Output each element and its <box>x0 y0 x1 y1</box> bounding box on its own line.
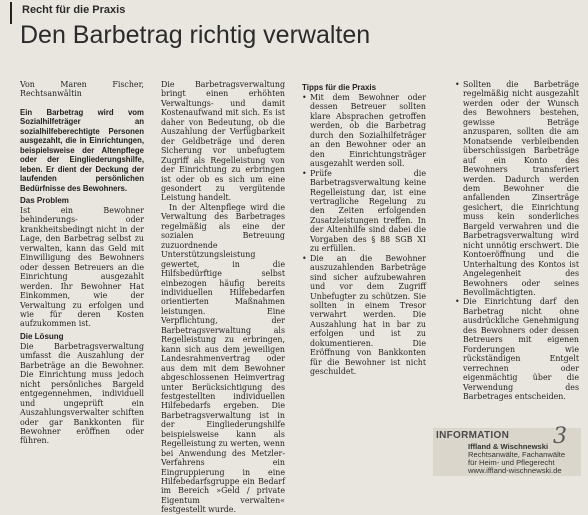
law-firm-speciality: für Heim- und Pflegerecht <box>468 458 555 467</box>
tips-list-continued <box>455 80 579 401</box>
tip-item: • Sollten die Barbeträge regelmäßig nicht ausgezahlt werden oder der Wunsch des Bewohners bestehen, gewisse Beträge anzusparen, sollten die am Monatsende verbleibenden überschüssigen Barbeträge auf ein Konto des Bewohners transferiert werden. Dadurch werden dem Bewohner die anfallenden Zinserträge gesichert, die Einrichtung muss kein sonderliches Bargeld verwahren und die Barbetragsverwaltung wird nicht unnötig erschwert. Die Kontoeröffnung und die Unterhaltung des Kontos ist Angelegenheit des Bewohners oder seines Bevollmächtigten. <box>463 80 579 297</box>
problem-text: Ist ein Bewohner behinderungs- oder krankheitsbedingt nicht in der Lage, den Barbetrag selbst zu verwalten, kann das Geld mit Einwilligung des Bewohners oder dessen Betreuers an die Einrichtung ausgezahlt werden. Ihr Bewohner Hat Einkommen, wie der Verwaltung zu erfolgen und wie für deren Kosten aufzukommen ist. <box>20 205 144 329</box>
page-number-badge: 3 <box>553 424 567 449</box>
tips-list <box>302 93 426 377</box>
solution-text: Die Barbetragsverwaltung umfasst die Auszahlung der Barbeträge an die Bewohner. Die Einrichtung muss jedoch nicht persönliches Bargeld entgegennehmen, individuell und ungeprüft ein Auszahlungsverwalter schiften oder gar Bankkonten für Bewohner eröffnen oder führen. <box>20 341 144 446</box>
tip-item: • Die Einrichtung darf den Barbetrag nicht ohne ausdrückliche Genehmigung des Bewohners oder dessen Betreuers mit eigenen Forderungen wie rückständigen Entgelt verrechnen oder eigenmächtig über die Verwendung des Barbetrages entscheiden. <box>463 297 579 401</box>
tips-heading: Tipps für die Praxis <box>302 83 377 92</box>
solution-heading: Die Lösung <box>20 331 64 341</box>
article-headline: Den Barbetrag richtig verwalten <box>20 21 371 49</box>
law-firm-description: Rechtsanwälte, Fachanwälte <box>468 450 566 459</box>
article-column-1 <box>20 80 144 472</box>
information-title: INFORMATION <box>436 430 510 441</box>
article-column-3 <box>302 80 426 377</box>
article-column-4 <box>455 80 579 472</box>
problem-heading: Das Problem <box>20 195 69 205</box>
tip-item: • Prüfe die Barbetragsverwaltung keine Regelleistung dar, ist eine vertragliche Regelung zu den Zeiten erfolgenden Zusatzleistungen treffen. In der Altenhilfe sind dabei die Vorgaben des § 88 SGB XI zu erfüllen. <box>310 169 426 254</box>
tip-item: • Die an die Bewohner auszuzahlenden Barbeträge sind sicher aufzubewahren und vor dem Zugriff Unbefugter zu schützen. Sie sollten in einem Tresor verwahrt werden. Die Auszahlung hat in bar zu erfolgen und ist zu dokumentieren. Die Eröffnung von Bankkonten für die Bewohner ist nicht geschuldet. <box>310 254 426 377</box>
tip-item: • Mit dem Bewohner oder dessen Betreuer sollten klare Absprachen getroffen werden, ob die Barbetrag durch den Sozialhilfeträger an den Bewohner oder an den Einrichtungsträger ausgezahlt werden soll. <box>310 93 426 169</box>
article-column-2 <box>161 80 285 515</box>
rubric-marker <box>10 2 12 24</box>
column-2-paragraph-2: In der Altenpflege wird die Verwaltung des Barbetrages regelmäßig als eine der sozialen Betreuung zuzuordnende Unterstützungsleistung gewertet, in die Hilfsbedürftige selbst einbezogen häufig bereits individuellen Hilfebedarfen orientierten Maßnahmen leistungen. Eine Verpflichtung, der Barbetragsverwaltung als Regelleistung zu erbringen, kann sich aus dem jeweiligen Landesrahmenvertrag oder aus dem mit dem Bewohner abgeschlossenen Heimvertrag unter Berücksichtigung des festgestellten individuellen Hilfebedarfs ergeben. Die Barbetragsverwaltung ist in der Eingliederungshilfe beispielsweise kann als Regelleistung zu werten, wenn bei Anwendung des Metzler-Verfahrens ein Eingruppierung in eine Hilfebedarfsgruppe ein Bedarf im Bereich »Geld / private Eigentum verwalten« festgestellt wurde. <box>161 202 285 515</box>
section-rubric: Recht für die Praxis <box>22 4 126 16</box>
column-2-paragraph-1: Die Barbetragsverwaltung bringt einen erhöhten Verwaltungs- und damit Kostenaufwand mit sich. Es ist daher von Bedeutung, ob die Auszahlung der Verfügbarkeit der Geldbeträge und deren Sicherung vor unbefugtem Zugriff als Regelleistung von der Einrichtung zu erbringen ist oder ob es sich um eine gesondert zu vergütende Leistung handelt. <box>161 80 285 203</box>
law-firm-website[interactable]: www.iffland-wischnewski.de <box>468 466 562 475</box>
author-byline: Von Maren Fischer, Rechtsanwältin <box>20 80 144 99</box>
article-lead: Ein Barbetrag wird vom Sozialhilfeträger an sozialhilfeberechtigte Personen ausgezahlt, die in Einrichtungen, beispielsweise der Altenpflege oder der Eingliederungshilfe, leben. Er dient der Deckung der laufenden persönlichen Bedürfnisse des Bewohners. <box>20 107 144 193</box>
law-firm-name: Iffland & Wischnewski <box>468 442 549 451</box>
